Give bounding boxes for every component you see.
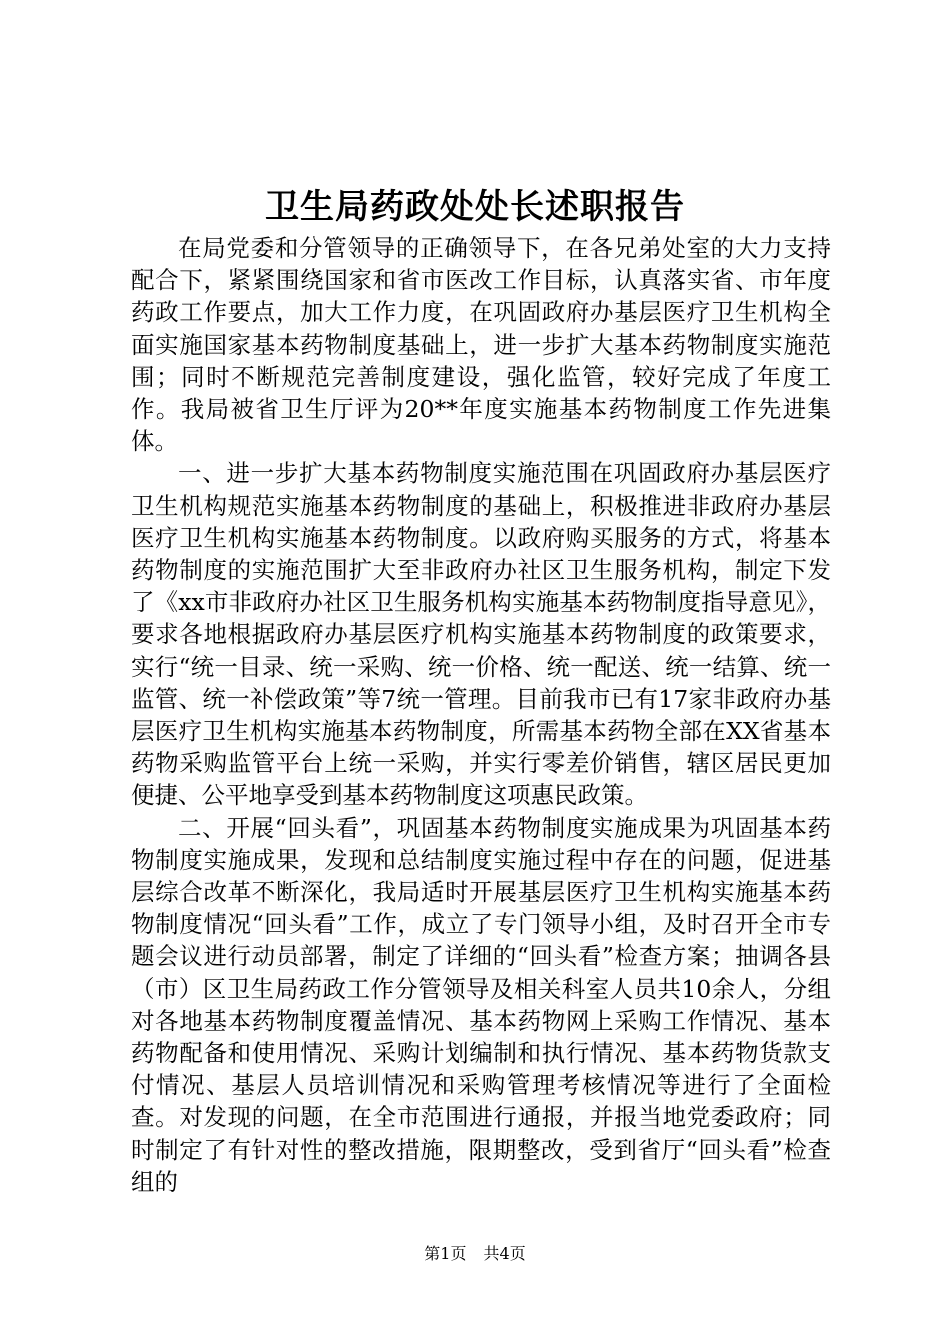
document-title: 卫生局药政处处长述职报告 [265,187,685,227]
paragraph-section-1: 一、进一步扩大基本药物制度实施范围在巩固政府办基层医疗卫生机构规范实施基本药物制度的基础上，积极推进非政府办基层医疗卫生机构实施基本药物制度。以政府购买服务的方式，将基本药物制度的实施范围扩大至非政府办社区卫生服务机构，制定下发了《xx市非政府办社区卫生服务机构实施基本药物制度指导意见》，要求各地根据政府办基层医疗机构实施基本药物制度的政策要求，实行“统一目录、统一采购、统一价格、统一配送、统一结算、统一监管、统一补偿政策”等7统一管理。目前我市已有17家非政府办基层医疗卫生机构实施基本药物制度，所需基本药物全部在XX省基本药物采购监管平台上统一采购，并实行零差价销售，辖区居民更加便捷、公平地享受到基本药物制度这项惠民政策。 [131,459,831,810]
page-number: 第1页 [424,1244,467,1263]
page-footer [0,1242,950,1266]
paragraph-intro: 在局党委和分管领导的正确领导下，在各兄弟处室的大力支持配合下，紧紧围绕国家和省市医改工作目标，认真落实省、市年度药政工作要点，加大工作力度，在巩固政府办基层医疗卫生机构全面实施国家基本药物制度基础上，进一步扩大基本药物制度实施范围；同时不断规范完善制度建设，强化监管，较好完成了年度工作。我局被省卫生厅评为20**年度实施基本药物制度工作先进集体。 [131,234,831,456]
document-body [131,232,831,1198]
paragraph-section-2: 二、开展“回头看”，巩固基本药物制度实施成果为巩固基本药物制度实施成果，发现和总结制度实施过程中存在的问题，促进基层综合改革不断深化，我局适时开展基层医疗卫生机构实施基本药物制度情况“回头看”工作，成立了专门领导小组，及时召开全市专题会议进行动员部署，制定了详细的“回头看”检查方案；抽调各县（市）区卫生局药政工作分管领导及相关科室人员共10余人，分组对各地基本药物制度覆盖情况、基本药物网上采购工作情况、基本药物配备和使用情况、采购计划编制和执行情况、基本药物货款支付情况、基层人员培训情况和采购管理考核情况等进行了全面检查。对发现的问题，在全市范围进行通报，并报当地党委政府；同时制定了有针对性的整改措施，限期整改，受到省厅“回头看”检查组的 [131,813,831,1196]
page-total: 共4页 [483,1244,526,1263]
